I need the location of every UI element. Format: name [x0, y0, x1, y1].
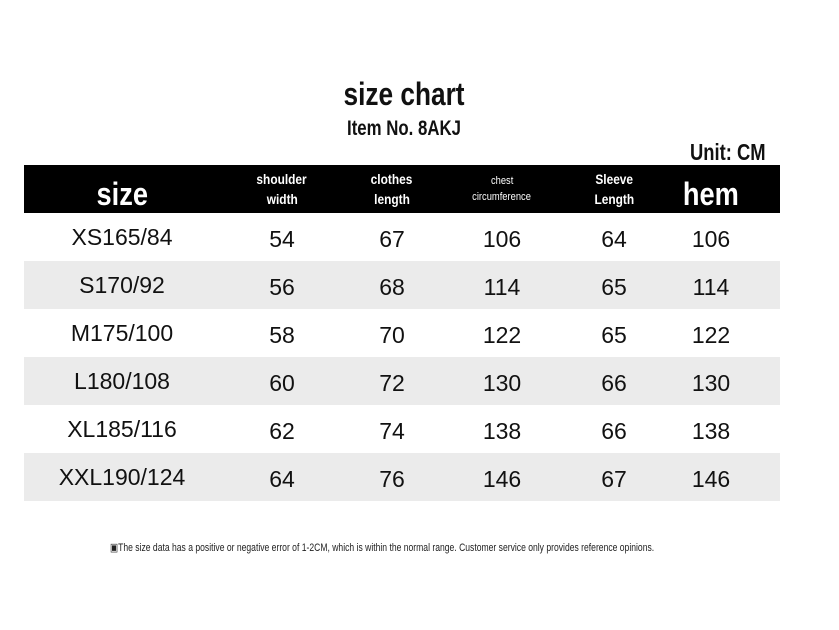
cell-clothes: 70 — [379, 321, 405, 348]
cell-shoulder: 62 — [269, 417, 295, 444]
header-shoulder-line1: shoulder — [256, 171, 308, 187]
cell-hem: 122 — [691, 321, 731, 348]
header-shoulder-line2: width — [266, 191, 298, 207]
cell-size: XS165/84 — [71, 223, 173, 250]
size-table — [24, 165, 780, 501]
table-row — [24, 453, 780, 501]
item-number: Item No. 8AKJ — [347, 117, 461, 140]
table-row — [24, 357, 780, 405]
cell-size: S170/92 — [79, 271, 165, 298]
header-size — [24, 165, 220, 213]
cell-sleeve: 65 — [601, 321, 627, 348]
disclaimer-note: ▣The size data has a positive or negative error of 1-2CM, which is within the normal range. Customer service only provides reference opinions. — [110, 542, 655, 554]
header-hem — [646, 165, 776, 213]
header-chest-line2: circumference — [472, 191, 532, 203]
cell-size: XL185/116 — [67, 415, 177, 442]
header-clothes-line2: length — [374, 191, 410, 207]
cell-hem: 146 — [691, 465, 731, 492]
cell-sleeve: 64 — [601, 225, 627, 252]
table-row — [24, 213, 780, 261]
cell-chest: 146 — [482, 465, 522, 492]
cell-shoulder: 56 — [269, 273, 295, 300]
unit-label: Unit: CM — [690, 139, 766, 165]
header-chest-line1: chest — [490, 175, 514, 187]
cell-shoulder: 64 — [269, 465, 295, 492]
cell-chest: 114 — [483, 273, 521, 300]
header-sleeve-line1: Sleeve — [595, 171, 633, 187]
cell-clothes: 76 — [379, 465, 405, 492]
cell-chest: 130 — [482, 369, 522, 396]
cell-size: L180/108 — [74, 367, 170, 394]
table-row — [24, 261, 780, 309]
cell-sleeve: 67 — [601, 465, 627, 492]
cell-sleeve: 65 — [601, 273, 627, 300]
cell-chest: 138 — [482, 417, 522, 444]
page-title: size chart — [343, 76, 465, 112]
cell-size: XXL190/124 — [58, 463, 186, 490]
cell-shoulder: 60 — [269, 369, 295, 396]
cell-clothes: 74 — [379, 417, 405, 444]
table-row — [24, 309, 780, 357]
table-row — [24, 405, 780, 453]
cell-shoulder: 54 — [269, 225, 295, 252]
header-sleeve-line2: Length — [594, 191, 634, 207]
cell-hem: 138 — [691, 417, 731, 444]
cell-hem: 106 — [691, 225, 731, 252]
cell-hem: 130 — [691, 369, 731, 396]
header-clothes-line1: clothes — [371, 171, 413, 187]
header-hem-label: hem — [683, 175, 739, 212]
table-header-row — [24, 165, 780, 213]
cell-chest: 122 — [482, 321, 522, 348]
cell-clothes: 72 — [379, 369, 405, 396]
cell-sleeve: 66 — [601, 369, 627, 396]
cell-clothes: 67 — [379, 225, 405, 252]
cell-chest: 106 — [482, 225, 522, 252]
cell-sleeve: 66 — [601, 417, 627, 444]
header-size-label: size — [96, 175, 148, 212]
cell-size: M175/100 — [70, 319, 174, 346]
cell-shoulder: 58 — [269, 321, 295, 348]
cell-clothes: 68 — [379, 273, 405, 300]
cell-hem: 114 — [692, 273, 730, 300]
